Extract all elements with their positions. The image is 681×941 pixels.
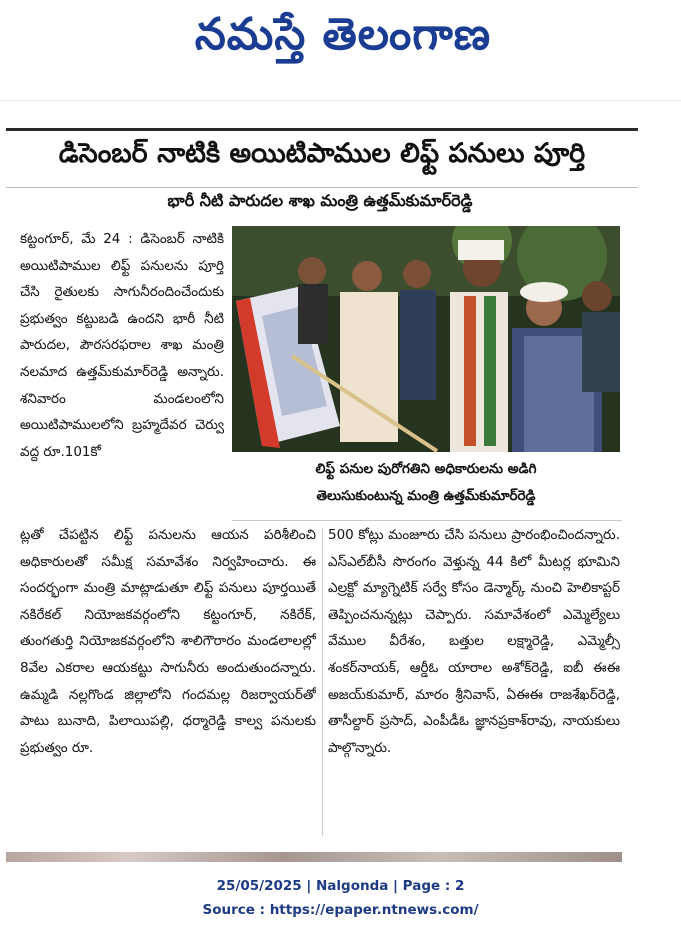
next-article-image-strip xyxy=(6,852,622,862)
article-headline: డిసెంబర్ నాటికి అయిటిపాముల లిఫ్ట్ పనులు పూర్తి xyxy=(58,138,586,169)
article-body-left-top: కట్టంగూర్, మే 24 : డిసెంబర్ నాటికి అయిటిపాముల లిఫ్ట్ పనులను పూర్తి చేసి రైతులకు సాగునీరందించేందుకు ప్రభుత్వం కట్టుబడి ఉందని భారీ నీటి పారుదల, పౌరసరఫరాల శాఖ మంత్రి నలమాద ఉత్తమ్‌కుమార్‌రెడ్డి అన్నారు. శనివారం మండలంలోని అయిటిపాములలోని బ్రహ్మదేవర చెర్వు వద్ద రూ.101కో xyxy=(20,231,224,460)
article-subheadline: భారీ నీటి పారుదల శాఖ మంత్రి ఉత్తమ్‌కుమార్‌రెడ్డి xyxy=(167,190,473,210)
caption-divider xyxy=(232,520,622,521)
column-divider xyxy=(322,528,323,836)
masthead-divider xyxy=(0,100,681,101)
masthead-logo: నమస్తే తెలంగాణ xyxy=(194,9,492,60)
footer-date-edition: 25/05/2025 | Nalgonda | Page : 2 xyxy=(216,878,465,894)
article-body-right-bottom: 500 కోట్లు మంజూరు చేసి పనులు ప్రారంభించిందన్నారు. ఎస్ఎల్‌బీసీ సొరంగం వెళ్తున్న 44 కిలో మీటర్ల భూమిని ఎల్రక్టో మ్యాగ్నెటిక్ సర్వే కోసం డెన్మార్క్ నుంచి హెలికాప్టర్ తెప్పించనున్నట్లు చెప్పారు. సమావేశంలో ఎమ్మెల్యేలు వేముల వీరేశం, బత్తుల లక్ష్మారెడ్డి, ఎమ్మెల్సీ శంకర్‌నాయక్, ఆర్డీఓ యారాల అశోక్‌రెడ్డి, ఐబీ ఈఈ అజయ్‌కుమార్, మారం శ్రీనివాస్, ఏఈఈ రాజశేఖర్‌రెడ్డి, తాసీల్దార్ ప్రసాద్, ఎంపీడీఓ జ్ఞానప్రకాశ్‌రావు, నాయకులు పాల్గొన్నారు. xyxy=(328,527,620,756)
photo-caption-line2: తెలుసుకుంటున్న మంత్రి ఉత్తమ్‌కుమార్‌రెడ్డి xyxy=(316,488,536,504)
footer-source-link[interactable]: Source : https://epaper.ntnews.com/ xyxy=(202,902,479,918)
photo-caption xyxy=(232,456,620,514)
article-body-left-bottom: ట్లతో చేపట్టిన లిఫ్ట్ పనులను ఆయన పరిశీలించి అధికారులతో సమీక్ష సమావేశం నిర్వహించారు. ఈ సందర్భంగా మంత్రి మాట్లాడుతూ లిఫ్ట్ పనులు పూర్తయితే నకిరేకల్ నియోజకవర్గంలోని కట్టంగూర్, నకిరేక్, తుంగతుర్తి నియోజకవర్గంలోని శాలిగౌరారం మండలాలల్లో 8వేల ఎకరాల ఆయకట్టు సాగునీరు అందుతుందన్నారు. ఉమ్మడి నల్లగొండ జిల్లాలోని గందమల్ల రిజర్వాయర్‌తో పాటు బునాది, పిలాయిపల్లి, ధర్మారెడ్డి కాల్వ పనులకు ప్రభుత్వం రూ. xyxy=(20,527,316,756)
photo-caption-line1: లిఫ్ట్ పనుల పురోగతిని అధికారులను అడిగి xyxy=(315,461,537,477)
news-photo xyxy=(232,226,620,452)
